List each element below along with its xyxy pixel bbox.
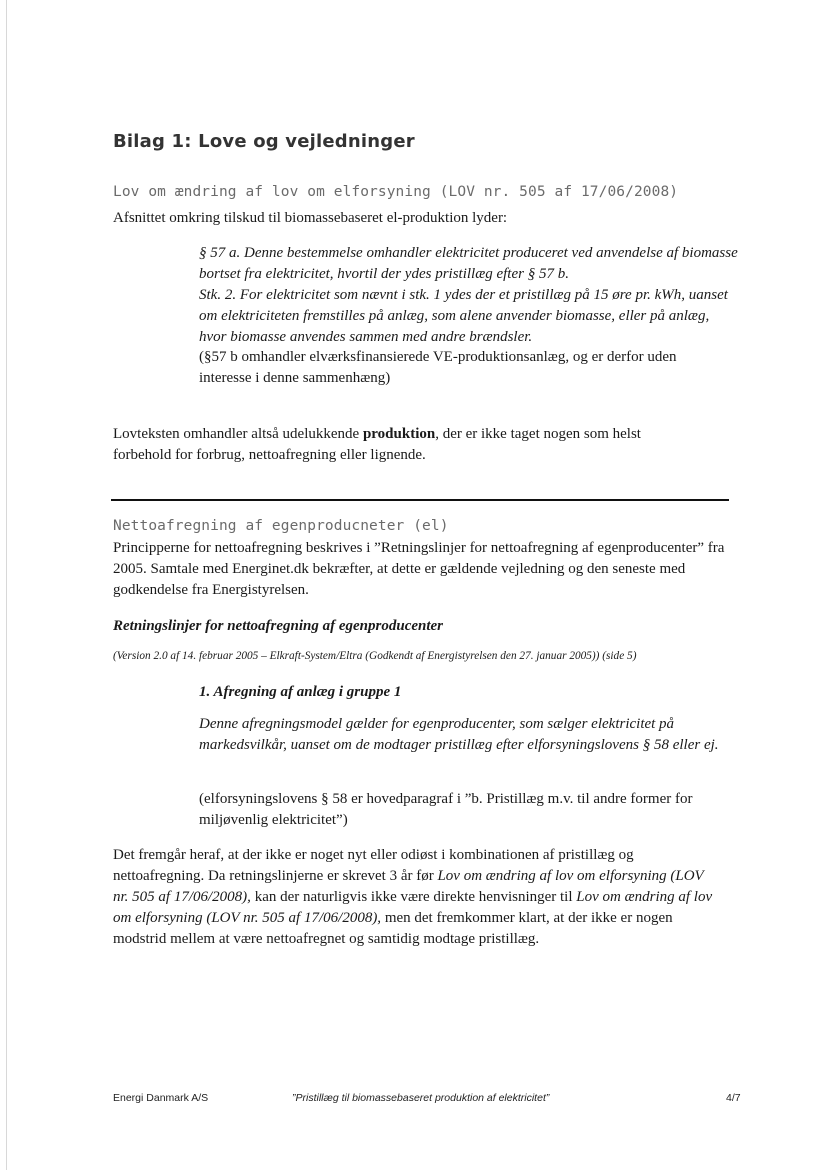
section2-title: Nettoafregning af egenproducneter (el) — [113, 518, 449, 534]
group1-title: 1. Afregning af anlæg i gruppe 1 — [199, 684, 402, 700]
section2-conclusion: Det fremgår heraf, at der ikke er noget nyt eller odiøst i kombinationen af pristillæg og nettoafregning. Da retningslinjerne er skrevet 3 år før Lov om ændring af lov om elforsyning (LOV nr. 505 af 17/06/2008), kan der naturligvis ikke være direkte henvisninger til Lov om ændring af lov om elforsyning (LOV nr. 505 af 17/06/2008), men det fremkommer klart, at der ikke er nogen modstrid mellem at være nettoafregnet og samtidig modtage pristillæg. — [113, 847, 713, 947]
footer-page-number: 4/7 — [726, 1092, 741, 1104]
law-quote-57a: § 57 a. Denne bestemmelse omhandler elektricitet produceret ved anvendelse af biomasse bortset fra elektricitet, hvortil der ydes pristillæg efter § 57 b. — [199, 245, 738, 282]
footer-title: ”Pristillæg til biomassebaseret produktion af elektricitet” — [292, 1092, 550, 1104]
guideline-title: Retningslinjer for nettoafregning af egenproducenter — [113, 618, 444, 634]
section-divider — [111, 499, 729, 501]
emphasis-produktion: produktion — [362, 426, 436, 442]
guideline-version: (Version 2.0 af 14. februar 2005 – Elkraft-System/Eltra (Godkendt af Energistyrelsen den 27. januar 2005)) (side 5) — [113, 650, 637, 662]
section2-intro: Principperne for nettoafregning beskrives i ”Retningslinjer for nettoafregning af egenproducenter” fra 2005. Samtale med Energinet.dk bekræfter, at dette er gældende vejledning og den seneste med godkendelse fra Energistyrelsen. — [113, 540, 725, 598]
section1-intro: Afsnittet omkring tilskud til biomassebaseret el-produktion lyder: — [113, 210, 508, 226]
law-quote-stk2: Stk. 2. For elektricitet som nævnt i stk. 1 ydes der et pristillæg på 15 øre pr. kWh, uanset om elektriciteten fremstilles på anlæg, som alene anvender biomasse, eller på anlæg, hvor biomasse anvendes sammen med andre brændsler. — [199, 287, 728, 345]
section1-conclusion: Lovteksten omhandler altså udelukkende produktion, der er ikke taget nogen som helst forbehold for forbrug, nettoafregning eller lignende. — [113, 426, 641, 463]
footer-company: Energi Danmark A/S — [113, 1092, 209, 1104]
law-note-57b: (§57 b omhandler elværksfinansierede VE-produktionsanlæg, og er derfor uden interesse i denne sammenhæng) — [199, 349, 677, 386]
group1-text: Denne afregningsmodel gælder for egenproducenter, som sælger elektricitet på markedsvilkår, uanset om de modtager pristillæg efter elforsyningslovens § 58 eller ej. — [199, 716, 719, 753]
section1-title: Lov om ændring af lov om elforsyning (LOV nr. 505 af 17/06/2008) — [113, 184, 679, 200]
group1-note: (elforsyningslovens § 58 er hovedparagraf i ”b. Pristillæg m.v. til andre former for miljøvenlig elektricitet”) — [199, 791, 693, 828]
page-heading: Bilag 1: Love og vejledninger — [113, 131, 415, 152]
scan-margin-line — [6, 0, 7, 1170]
